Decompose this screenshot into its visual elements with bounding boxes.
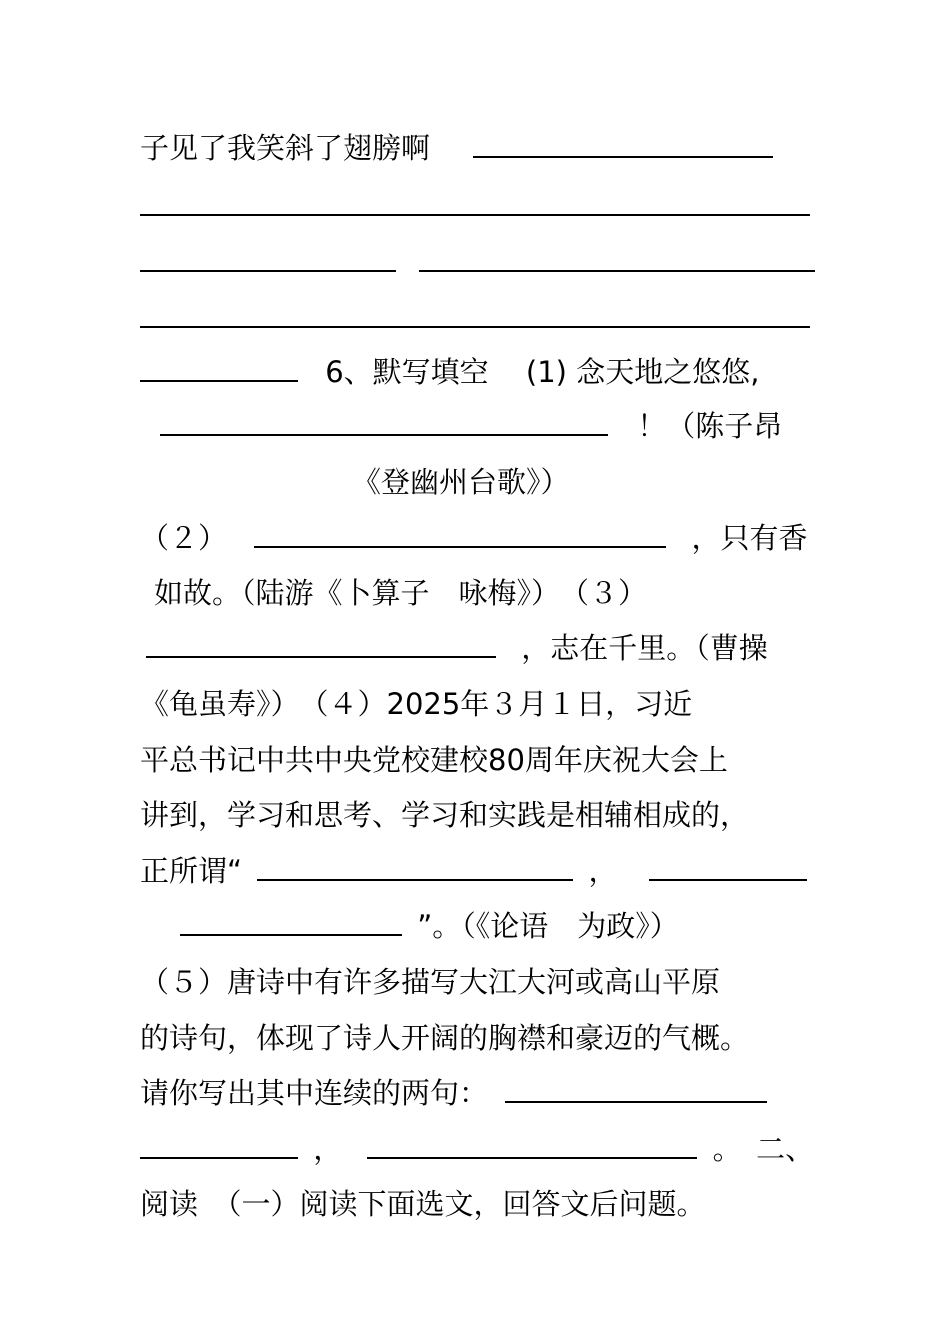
item-3-source: 《龟虽寿》） （４）2025年３月１日，习近: [140, 687, 693, 721]
item-5-text: 的诗句，体现了诗人开阔的胸襟和豪迈的气概。: [140, 1021, 750, 1055]
blank-line-2: [140, 186, 816, 226]
answer-blank[interactable]: [649, 855, 807, 881]
answer-blank[interactable]: [140, 302, 810, 328]
answer-blank[interactable]: [254, 522, 666, 548]
item-5-text: （５）唐诗中有许多描写大江大河或高山平原: [140, 965, 721, 999]
item-2-source: 如故。（陆游《卜算子 咏梅》） （３）: [154, 576, 648, 610]
item-2-source-line: [154, 573, 647, 613]
blank-line-3: [140, 242, 821, 282]
blank-line-4: [140, 298, 816, 338]
item-3-text: ，志在千里。（曹操: [521, 631, 768, 665]
answer-blank[interactable]: [473, 132, 773, 158]
item-5-prompt: 请你写出其中连续的两句：: [140, 1076, 489, 1110]
answer-blank[interactable]: [140, 246, 396, 272]
item-3-line: [146, 628, 768, 668]
section-2-heading: 。 二、: [712, 1132, 815, 1166]
comma: ，: [313, 1132, 343, 1166]
item-5-answer-line: [140, 1129, 814, 1169]
item-4-source: ”。（《论语 为政》）: [417, 909, 679, 943]
reading-instruction: 阅读 （一）阅读下面选文，回答文后问题。: [140, 1187, 706, 1221]
poem-title: 《登幽州台歌》）: [352, 465, 570, 499]
item-5-blank-line: [140, 1073, 773, 1113]
answer-blank[interactable]: [160, 410, 608, 436]
text-line-17: [140, 1018, 749, 1058]
item-4-text: 平总书记中共中央党校建校80周年庆祝大会上: [140, 743, 728, 777]
answer-blank[interactable]: [257, 855, 573, 881]
question-6-label: 6、默写填空: [325, 355, 489, 389]
question-6-line: [140, 352, 759, 392]
answer-blank[interactable]: [146, 632, 496, 658]
item-4-text: 正所谓“: [140, 854, 243, 888]
answer-blank[interactable]: [140, 356, 298, 382]
item-2-label: （２）: [140, 521, 228, 555]
poem-fragment: 子见了我笑斜了翅膀啊: [140, 131, 431, 165]
item-2-text: ，只有香: [691, 521, 808, 555]
item-1-text: (1) 念天地之悠悠,: [525, 355, 760, 389]
text-line-1: [140, 128, 779, 168]
comma: ，: [588, 854, 618, 888]
text-line-20: [140, 1184, 706, 1224]
answer-blank[interactable]: [367, 1133, 697, 1159]
answer-blank[interactable]: [180, 910, 402, 936]
answer-blank[interactable]: [505, 1077, 767, 1103]
item-4-source-line: [180, 906, 679, 946]
text-line-16: [140, 962, 720, 1002]
item-4-text: 讲到，学习和思考、学习和实践是相辅相成的，: [140, 798, 750, 832]
answer-blank[interactable]: [140, 1133, 298, 1159]
item-4-blank-line: [140, 851, 813, 891]
text-line-13: [140, 795, 749, 835]
item-1-source-line: [352, 462, 570, 502]
text-line-12: [140, 740, 728, 780]
answer-blank[interactable]: [140, 190, 810, 216]
item-2-line: [140, 518, 807, 558]
item-1-source: ！（陈子昂: [637, 409, 783, 443]
answer-blank[interactable]: [419, 246, 815, 272]
text-line-11: [140, 684, 692, 724]
item-1-line: [160, 406, 782, 446]
